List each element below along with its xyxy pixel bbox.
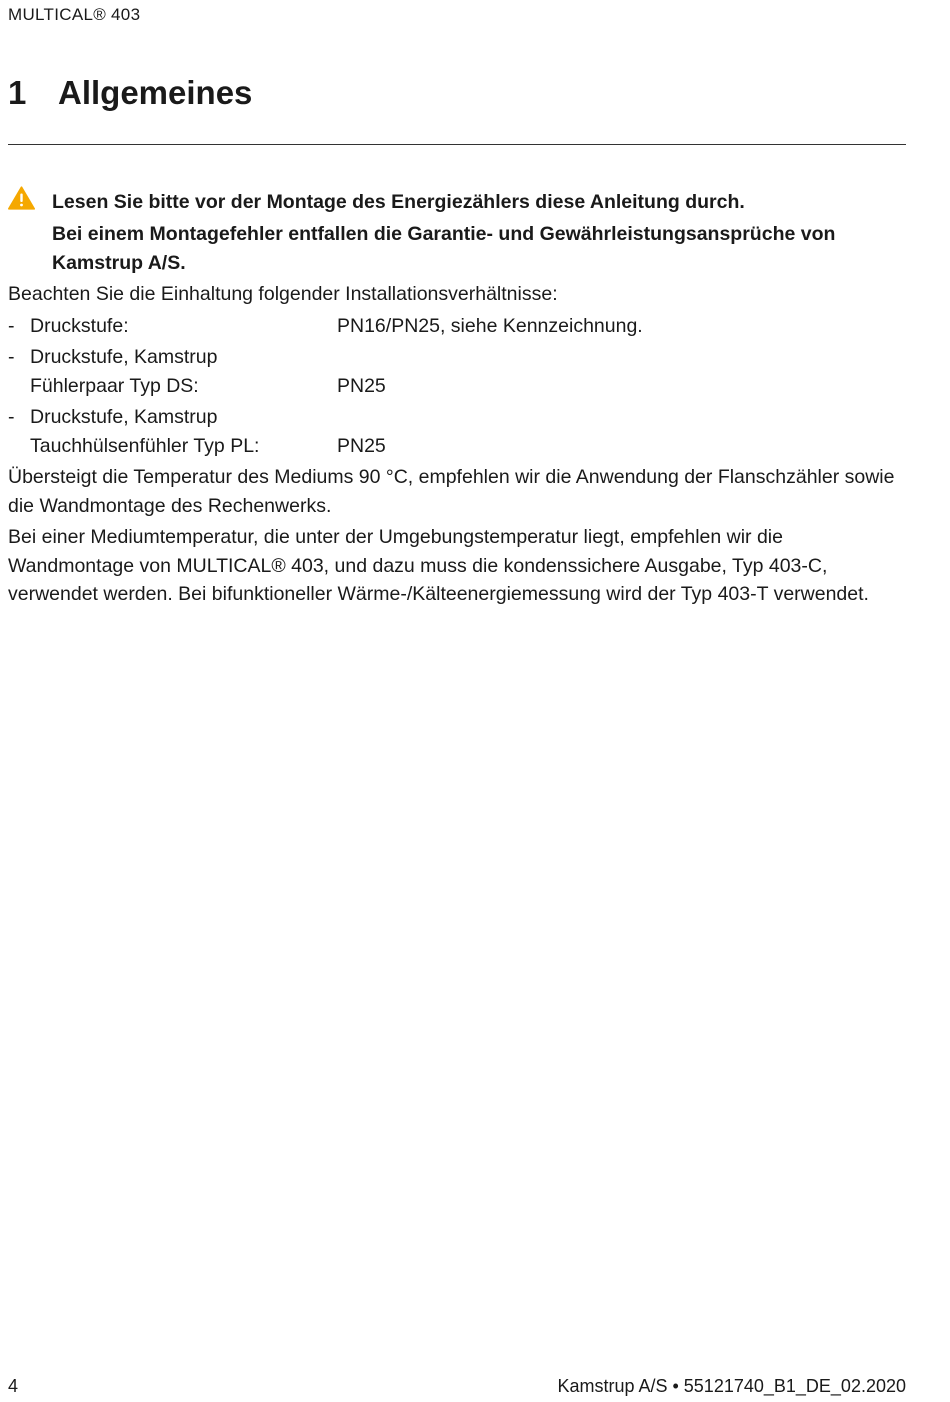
footer-document-reference: Kamstrup A/S • 55121740_B1_DE_02.2020 <box>557 1376 906 1396</box>
list-dash: - <box>8 406 15 428</box>
spec-value: PN25 <box>337 434 386 457</box>
warning-text-2: Bei einem Montagefehler entfallen die Garantie- und Gewährleistungsansprüche von Kamstrup A/S. <box>52 223 836 274</box>
list-dash: - <box>8 346 15 368</box>
section-title: Allgemeines <box>58 74 253 111</box>
warning-text-1: Lesen Sie bitte vor der Montage des Energiezählers diese Anleitung durch. <box>52 191 745 213</box>
spec-label: Druckstufe, Kamstrup <box>30 346 218 368</box>
warning-triangle-icon <box>8 186 35 210</box>
section-number: 1 <box>8 74 27 111</box>
spec-item-pocket-sensor <box>8 403 908 460</box>
spec-item-pressure <box>8 312 908 341</box>
spec-label: Druckstufe: <box>30 314 129 337</box>
spec-value: PN25 <box>337 374 386 397</box>
spec-list <box>8 312 908 461</box>
paragraph-wall-mount: Bei einer Mediumtemperatur, die unter der Umgebungstemperatur liegt, empfehlen wir die Wandmontage von MULTICAL® 403, und dazu muss die kondenssichere Ausgabe, Typ 403-C, verwendet werden. Bei bifunktioneller Wärme-/Kälteenergiemessung wird der Typ 403-T verwendet. <box>8 526 869 605</box>
paragraph-temperature: Übersteigt die Temperatur des Mediums 90 °C, empfehlen wir die Anwendung der Flanschzähler sowie die Wandmontage des Rechenwerks. <box>8 466 895 517</box>
page-header-product: MULTICAL® 403 <box>8 5 141 24</box>
spec-label: Druckstufe, Kamstrup <box>30 406 218 428</box>
intro-text: Beachten Sie die Einhaltung folgender Installationsverhältnisse: <box>8 283 558 305</box>
footer-page-number: 4 <box>8 1376 19 1396</box>
list-dash: - <box>8 314 15 337</box>
warning-notice <box>52 188 892 281</box>
spec-label-2: Tauchhülsenfühler Typ PL: <box>30 434 260 457</box>
heading-divider <box>8 144 906 145</box>
section-heading <box>8 74 252 112</box>
main-content <box>8 280 908 612</box>
spec-value: PN16/PN25, siehe Kennzeichnung. <box>337 314 643 337</box>
spec-item-sensor-pair <box>8 343 908 400</box>
spec-label-2: Fühlerpaar Typ DS: <box>30 374 199 397</box>
